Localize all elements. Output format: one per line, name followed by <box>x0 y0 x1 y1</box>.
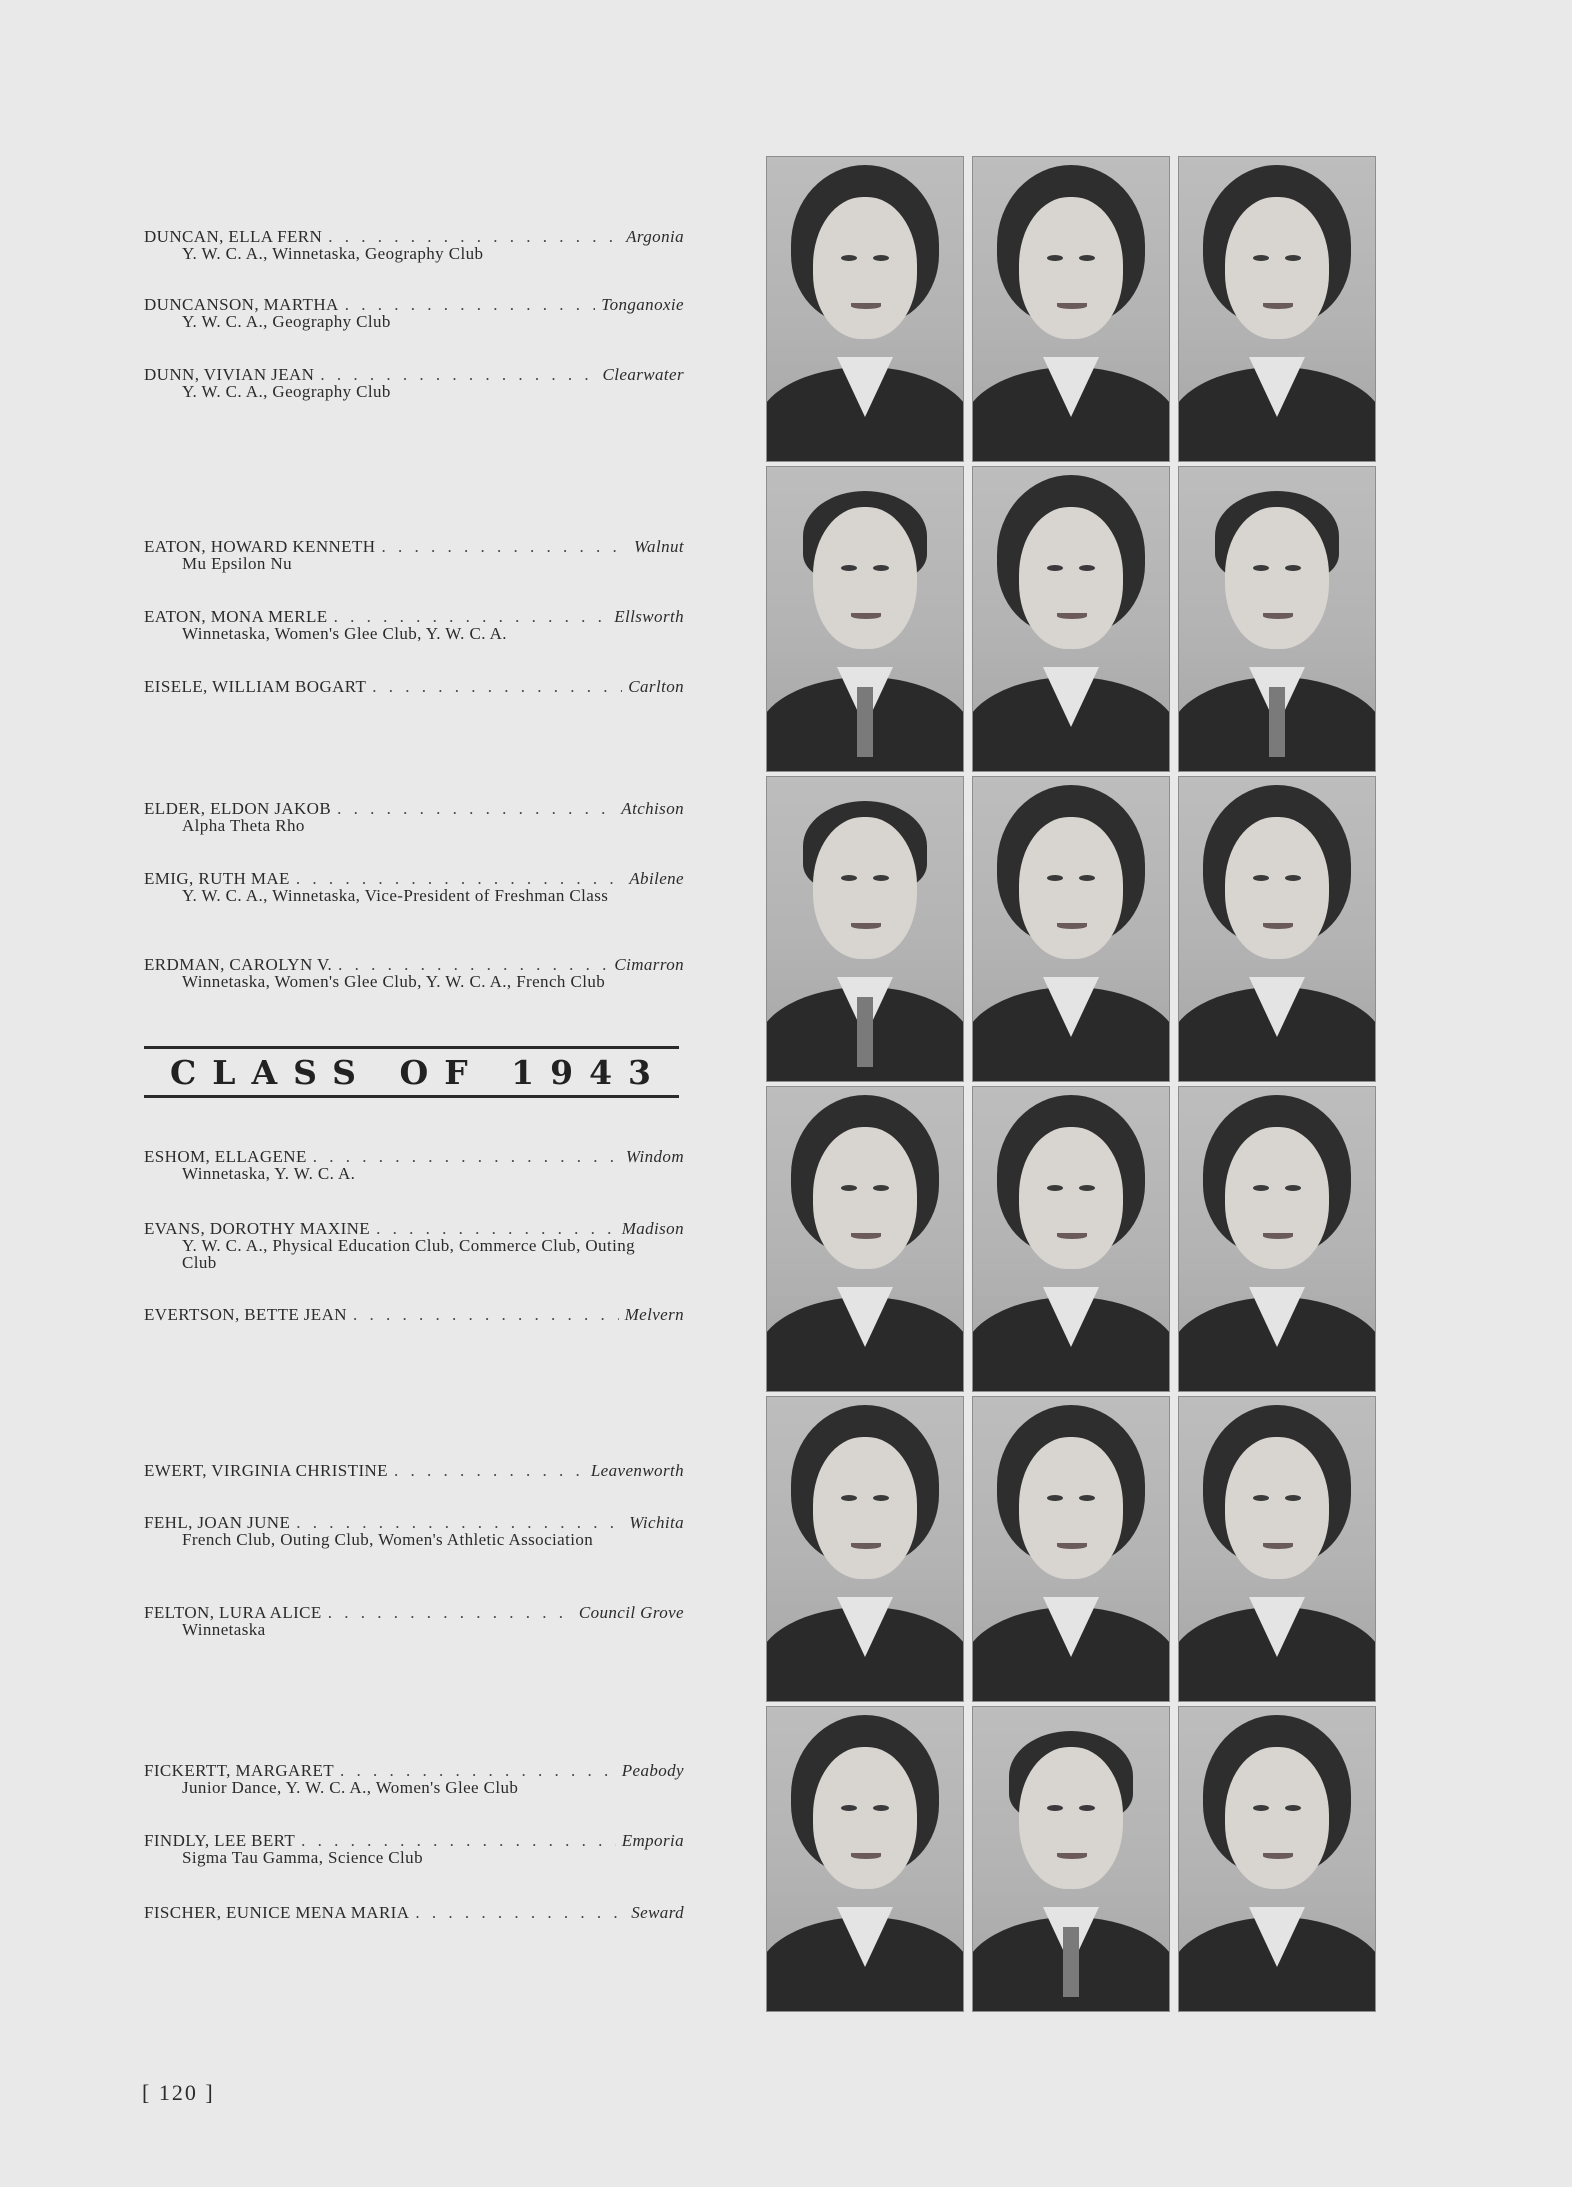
entry <box>144 1832 684 1866</box>
student-name: DUNCAN, ELLA FERN <box>144 227 323 246</box>
entry <box>144 870 684 904</box>
student-portrait <box>972 156 1170 462</box>
student-portrait <box>972 466 1170 772</box>
hometown: Cimarron <box>614 955 684 974</box>
student-name: DUNN, VIVIAN JEAN <box>144 365 315 384</box>
activities: Y. W. C. A., Geography Club <box>182 312 391 331</box>
student-portrait <box>1178 1706 1376 2012</box>
student-name: DUNCANSON, MARTHA <box>144 295 339 314</box>
activities: Y. W. C. A., Winnetaska, Vice-President of Freshman Class <box>182 886 609 905</box>
student-portrait <box>766 1396 964 1702</box>
entry <box>144 1604 684 1638</box>
student-portrait <box>1178 156 1376 462</box>
student-name: FEHL, JOAN JUNE <box>144 1513 291 1532</box>
student-portrait <box>972 1086 1170 1392</box>
entry <box>144 1306 684 1323</box>
activities: Y. W. C. A., Geography Club <box>182 382 391 401</box>
entry <box>144 956 684 990</box>
hometown: Emporia <box>621 1831 684 1850</box>
hometown: Wichita <box>629 1513 684 1532</box>
student-portrait <box>766 1086 964 1392</box>
student-portrait <box>766 776 964 1082</box>
student-name: EVANS, DOROTHY MAXINE <box>144 1219 371 1238</box>
hometown: Melvern <box>624 1305 684 1324</box>
activities: French Club, Outing Club, Women's Athletic Association <box>182 1530 594 1549</box>
entry <box>144 366 684 400</box>
activities: Winnetaska, Women's Glee Club, Y. W. C. A. <box>182 624 507 643</box>
student-portrait <box>1178 1396 1376 1702</box>
activities: Winnetaska <box>182 1620 266 1639</box>
student-name: FISCHER, EUNICE MENA MARIA <box>144 1903 410 1922</box>
student-name: FELTON, LURA ALICE <box>144 1603 322 1622</box>
entry <box>144 1762 684 1796</box>
hometown: Atchison <box>621 799 684 818</box>
student-portrait <box>972 776 1170 1082</box>
activities: Junior Dance, Y. W. C. A., Women's Glee Club <box>182 1778 519 1797</box>
entry <box>144 1148 684 1182</box>
student-portrait <box>766 466 964 772</box>
student-portrait <box>1178 466 1376 772</box>
activities: Winnetaska, Women's Glee Club, Y. W. C. A., French Club <box>182 972 606 991</box>
activities: Y. W. C. A., Physical Education Club, Commerce Club, Outing Club <box>182 1236 635 1272</box>
student-name: FICKERTT, MARGARET <box>144 1761 335 1780</box>
student-portrait <box>766 156 964 462</box>
student-name: FINDLY, LEE BERT <box>144 1831 296 1850</box>
entry <box>144 608 684 642</box>
entry <box>144 1904 684 1921</box>
student-name: EATON, MONA MERLE <box>144 607 328 626</box>
entry <box>144 538 684 572</box>
student-name: EVERTSON, BETTE JEAN <box>144 1305 347 1324</box>
hometown: Tonganoxie <box>601 295 684 314</box>
hometown: Council Grove <box>578 1603 684 1622</box>
entry <box>144 228 684 262</box>
student-name: EWERT, VIRGINIA CHRISTINE <box>144 1461 388 1480</box>
entry <box>144 1514 684 1548</box>
student-portrait <box>1178 1086 1376 1392</box>
hometown: Argonia <box>626 227 684 246</box>
entry <box>144 800 684 834</box>
activities: Sigma Tau Gamma, Science Club <box>182 1848 423 1867</box>
hometown: Clearwater <box>602 365 684 384</box>
student-name: EISELE, WILLIAM BOGART <box>144 677 367 696</box>
student-portrait <box>766 1706 964 2012</box>
activities: Winnetaska, Y. W. C. A. <box>182 1164 356 1183</box>
student-name: EATON, HOWARD KENNETH <box>144 537 376 556</box>
hometown: Leavenworth <box>590 1461 684 1480</box>
hometown: Ellsworth <box>614 607 684 626</box>
student-name: ERDMAN, CAROLYN V. <box>144 955 333 974</box>
entry <box>144 1220 684 1271</box>
student-name: ESHOM, ELLAGENE <box>144 1147 307 1166</box>
entry <box>144 678 684 695</box>
student-name: ELDER, ELDON JAKOB <box>144 799 332 818</box>
student-portrait <box>972 1706 1170 2012</box>
hometown: Abilene <box>629 869 684 888</box>
student-portrait <box>972 1396 1170 1702</box>
class-banner: CLASS OF 1943 <box>144 1046 679 1098</box>
entry <box>144 1462 684 1479</box>
hometown: Seward <box>631 1903 684 1922</box>
portrait-grid <box>766 156 1370 2012</box>
hometown: Peabody <box>621 1761 684 1780</box>
hometown: Carlton <box>628 677 684 696</box>
hometown: Windom <box>625 1147 684 1166</box>
student-portrait <box>1178 776 1376 1082</box>
activities: Y. W. C. A., Winnetaska, Geography Club <box>182 244 484 263</box>
student-name: EMIG, RUTH MAE <box>144 869 290 888</box>
activities: Mu Epsilon Nu <box>182 554 293 573</box>
activities: Alpha Theta Rho <box>182 816 305 835</box>
hometown: Walnut <box>634 537 684 556</box>
entry <box>144 296 684 330</box>
page-number: [ 120 ] <box>142 2080 215 2105</box>
hometown: Madison <box>621 1219 684 1238</box>
